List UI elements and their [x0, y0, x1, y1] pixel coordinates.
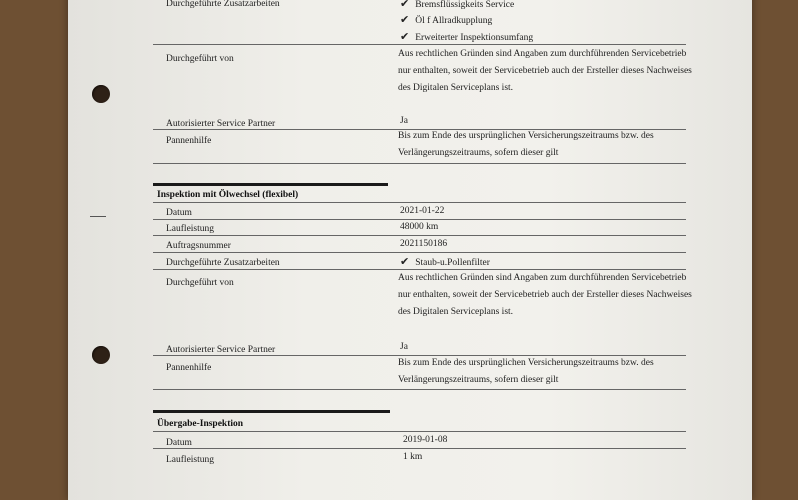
partner-value: Ja [400, 116, 408, 126]
datum-label: Datum [166, 208, 192, 218]
section-title: Inspektion mit Ölwechsel (flexibel) [157, 190, 299, 200]
durchgefuehrt-text: Aus rechtlichen Gründen sind Angaben zum durchführenden Servicebetrieb nur enthalten, soweit der Servicebetrieb auch der Ersteller dieses Nachweises des Digitalen Serviceplans ist. [398, 49, 692, 93]
laufleistung-label: Laufleistung [166, 455, 215, 465]
durchgefuehrt-label: Durchgeführt von [166, 54, 234, 64]
zusatz-item: ✔ Staub-u.Pollenfilter [400, 256, 490, 268]
divider [153, 202, 686, 203]
check-icon: ✔ [400, 256, 410, 268]
section-rule [153, 183, 388, 186]
fold-mark [90, 216, 106, 217]
laufleistung-label: Laufleistung [166, 224, 215, 234]
zusatz-item: ✔ Erweiterter Inspektionsumfang [400, 31, 534, 43]
datum-label: Datum [166, 438, 192, 448]
laufleistung-value: 1 km [403, 452, 423, 462]
pannenhilfe-label: Pannenhilfe [166, 136, 212, 146]
check-icon: ✔ [400, 0, 410, 10]
punch-hole [92, 346, 110, 364]
punch-hole [92, 85, 110, 103]
divider [153, 44, 686, 45]
divider [153, 431, 686, 432]
partner-label: Autorisierter Service Partner [166, 119, 276, 129]
pannenhilfe-label: Pannenhilfe [166, 363, 212, 373]
check-icon: ✔ [400, 31, 410, 43]
pannenhilfe-text: Bis zum Ende des ursprünglichen Versicherungszeitraums bzw. des Verlängerungszeitraums, sofern dieser gilt [398, 358, 654, 385]
laufleistung-value: 48000 km [400, 222, 439, 232]
zusatz-label: Durchgeführte Zusatzarbeiten [166, 258, 280, 268]
divider [153, 389, 686, 390]
divider [153, 163, 686, 164]
zusatz-item: ✔ Öl f Allradkupplung [400, 14, 493, 26]
partner-value: Ja [400, 342, 408, 352]
datum-value: 2019-01-08 [403, 435, 448, 445]
durchgefuehrt-text: Aus rechtlichen Gründen sind Angaben zum durchführenden Servicebetrieb nur enthalten, soweit der Servicebetrieb auch der Ersteller dieses Nachweises des Digitalen Serviceplans ist. [398, 273, 692, 317]
partner-label: Autorisierter Service Partner [166, 345, 276, 355]
divider [153, 448, 686, 449]
pannenhilfe-text: Bis zum Ende des ursprünglichen Versicherungszeitraums bzw. des Verlängerungszeitraums, sofern dieser gilt [398, 131, 654, 158]
divider [153, 235, 686, 236]
auftragsnummer-label: Auftragsnummer [166, 241, 231, 251]
zusatz-label: Durchgeführte Zusatzarbeiten [166, 0, 280, 9]
check-icon: ✔ [400, 14, 410, 26]
section-rule [153, 410, 390, 413]
section-title: Übergabe-Inspektion [157, 419, 244, 429]
durchgefuehrt-label: Durchgeführt von [166, 278, 234, 288]
divider [153, 252, 686, 253]
divider [153, 219, 686, 220]
zusatz-item: ✔ Bremsflüssigkeits Service [400, 0, 515, 10]
datum-value: 2021-01-22 [400, 206, 445, 216]
auftragsnummer-value: 2021150186 [400, 239, 448, 249]
